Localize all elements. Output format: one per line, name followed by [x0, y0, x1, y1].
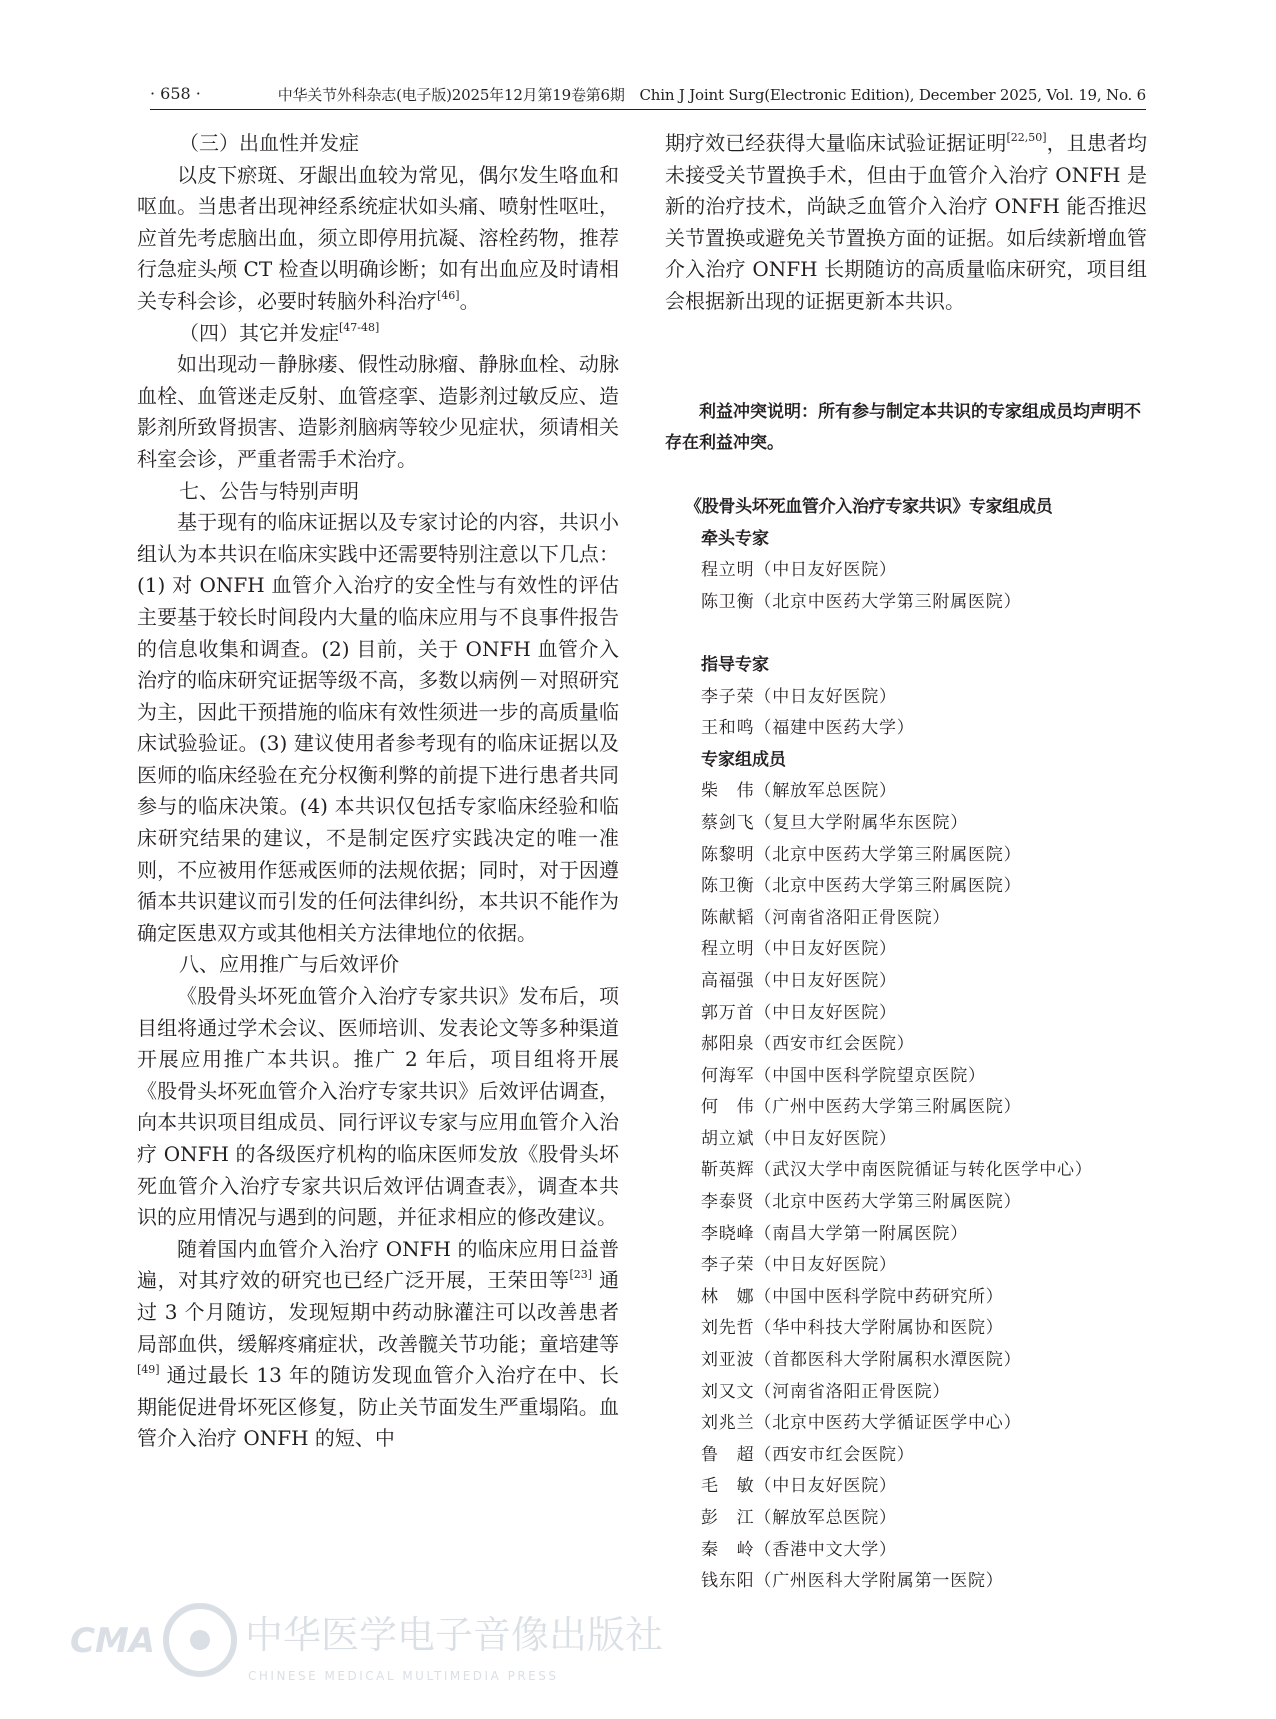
members-list [685, 776, 1155, 1597]
watermark-publisher-cn: 中华医学电子音像出版社 [245, 1613, 664, 1657]
expert-entry: 李子荣（中日友好医院） [701, 686, 897, 707]
lead-experts-list [685, 555, 1155, 618]
paragraph-followup: 随着国内血管介入治疗 ONFH 的临床应用日益普遍，对其疗效的研究也已经广泛开展，王荣田等[23] 通过 3 个月随访，发现短期中药动脉灌注可以改善患者局部血供，缓解疼痛症状，改善髋关节功能；童培建等[49] 通过最长 13 年的随访发现血管介入治疗在中、长期能促进骨坏死区修复，防止关节面发生严重塌陷。血管介入治疗 ONFH 的短、中 [137, 1236, 620, 1451]
paragraph-promotion: 《股骨头坏死血管介入治疗专家共识》发布后，项目组将通过学术会议、医师培训、发表论文等多种渠道开展应用推广本共识。推广 2 年后，项目组将开展《股骨头坏死血管介入治疗专家共识》后效评估调查，向本共识项目组成员、同行评议专家与应用血管介入治疗 ONFH 的各级医疗机构的临床医师发放《股骨头坏死血管介入治疗专家共识后效评估调查表》，调查本共识的应用情况与遇到的问题，并征求相应的修改建议。 [137, 984, 619, 1230]
expert-entry: 何海军（中国中医科学院望京医院） [701, 1065, 986, 1086]
expert-panel-title: 《股骨头坏死血管介入治疗专家共识》专家组成员 [685, 497, 1053, 517]
guide-experts-list [685, 682, 1155, 745]
right-column [665, 128, 1147, 318]
expert-entry: 李晓峰（南昌大学第一附属医院） [701, 1223, 968, 1244]
section-heading-promotion: 八、应用推广与后效评价 [179, 952, 399, 977]
expert-entry: 陈卫衡（北京中医药大学第三附属医院） [701, 876, 1022, 897]
citation-ref: [49] [137, 1363, 160, 1377]
expert-entry: 钱东阳（广州医科大学附属第一医院） [701, 1571, 1004, 1592]
expert-entry: 靳英辉（武汉大学中南医院循证与转化医学中心） [701, 1160, 1093, 1181]
expert-entry: 陈黎明（北京中医药大学第三附属医院） [701, 844, 1022, 865]
expert-entry: 秦 岭（香港中文大学） [701, 1539, 897, 1560]
expert-entry: 郝阳泉（西安市红会医院） [701, 1034, 915, 1055]
watermark-brand: CMA [70, 1621, 156, 1661]
expert-entry: 王和鸣（福建中医药大学） [701, 718, 915, 739]
citation-ref: [23] [569, 1268, 593, 1282]
expert-entry: 陈卫衡（北京中医药大学第三附属医院） [701, 591, 1022, 612]
section-heading-bleeding: （三）出血性并发症 [179, 131, 359, 155]
guide-experts-title: 指导专家 [701, 654, 769, 675]
expert-entry: 李泰贤（北京中医药大学第三附属医院） [701, 1192, 1022, 1213]
header-rule [150, 109, 1146, 110]
members-title: 专家组成员 [701, 749, 786, 770]
expert-panel [685, 492, 1155, 1598]
paragraph-bleeding: 以皮下瘀斑、牙龈出血较为常见，偶尔发生咯血和呕血。当患者出现神经系统症状如头痛、喷射性呕吐，应首先考虑脑出血，须立即停用抗凝、溶栓药物，推荐行急症头颅 CT 检查以明确诊断；如有出血应及时请相关专科会诊，必要时转脑外科治疗[46]。 [137, 162, 619, 313]
expert-entry: 郭万首（中日友好医院） [701, 1002, 897, 1023]
paragraph-continued: 期疗效已经获得大量临床试验证据证明[22,50]，且患者均未接受关节置换手术，但由于血管介入治疗 ONFH 是新的治疗技术，尚缺乏血管介入治疗 ONFH 能否推迟关节置换或避免关节置换方面的证据。如后续新增血管介入治疗 ONFH 长期随访的高质量临床研究，项目组会根据新出现的证据更新本共识。 [665, 131, 1148, 313]
expert-entry: 林 娜（中国中医科学院中药研究所） [701, 1286, 1004, 1307]
expert-entry: 高福强（中日友好医院） [701, 970, 897, 991]
citation-ref: [47-48] [339, 320, 380, 334]
expert-entry: 毛 敏（中日友好医院） [701, 1476, 897, 1497]
page-header [150, 82, 1146, 108]
citation-ref: [22,50] [1006, 131, 1047, 144]
expert-entry: 胡立斌（中日友好医院） [701, 1128, 897, 1149]
expert-entry: 程立明（中日友好医院） [701, 939, 897, 960]
expert-entry: 蔡剑飞（复旦大学附属华东医院） [701, 812, 968, 833]
publisher-watermark-logo [70, 1600, 664, 1690]
section-heading-statement: 七、公告与特别声明 [179, 478, 359, 503]
paragraph-other: 如出现动－静脉瘘、假性动脉瘤、静脉血栓、动脉血栓、血管迷走反射、血管痉挛、造影剂过敏反应、造影剂所致肾损害、造影剂脑病等较少见症状，须请相关科室会诊，严重者需手术治疗。 [137, 352, 619, 471]
conflict-of-interest-statement: 利益冲突说明：所有参与制定本共识的专家组成员均声明不存在利益冲突。 [665, 402, 1141, 453]
section-heading-other: （四）其它并发症[47-48] [179, 320, 380, 345]
expert-entry: 刘亚波（首都医科大学附属积水潭医院） [701, 1350, 1022, 1371]
expert-entry: 何 伟（广州中医药大学第三附属医院） [701, 1097, 1022, 1118]
expert-entry: 陈献韬（河南省洛阳正骨医院） [701, 907, 951, 928]
expert-entry: 刘先哲（华中科技大学附属协和医院） [701, 1318, 1004, 1339]
expert-entry: 刘兆兰（北京中医药大学循证医学中心） [701, 1413, 1022, 1434]
expert-entry: 彭 江（解放军总医院） [701, 1508, 897, 1528]
expert-entry: 柴 伟（解放军总医院） [701, 781, 897, 802]
lead-experts-title: 牵头专家 [701, 528, 769, 549]
expert-entry: 李子荣（中日友好医院） [701, 1255, 897, 1276]
expert-entry: 程立明（中日友好医院） [701, 560, 897, 581]
left-column [137, 128, 619, 1455]
journal-citation: 中华关节外科杂志(电子版)2025年12月第19卷第6期 Chin J Joint Surg(Electronic Edition), December 2025, Vol. 19, No. 6 [277, 86, 1146, 104]
citation-ref: [46] [437, 288, 460, 302]
page-number: · 658 · [150, 84, 201, 103]
watermark-publisher-en: CHINESE MEDICAL MULTIMEDIA PRESS [248, 1669, 559, 1683]
expert-entry: 刘又文（河南省洛阳正骨医院） [701, 1381, 951, 1402]
paragraph-statement: 基于现有的临床证据以及专家讨论的内容，共识小组认为本共识在临床实践中还需要特别注意以下几点：(1) 对 ONFH 血管介入治疗的安全性与有效性的评估主要基于较长时间段内大量的临床应用与不良事件报告的信息收集和调查。(2) 目前，关于 ONFH 血管介入治疗的临床研究证据等级不高，多数以病例－对照研究为主，因此干预措施的临床有效性须进一步的高质量临床试验验证。(3) 建议使用者参考现有的临床证据以及医师的临床经验在充分权衡利弊的前提下进行患者共同参与的临床决策。(4) 本共识仅包括专家临床经验和临床研究结果的建议，不是制定医疗实践决定的唯一准则，不应被用作惩戒医师的法规依据；同时，对于因遵循本共识建议而引发的任何法律纠纷，本共识不能作为确定医患双方或其他相关方法律地位的依据。 [137, 510, 619, 945]
expert-entry: 鲁 超（西安市红会医院） [701, 1444, 915, 1465]
